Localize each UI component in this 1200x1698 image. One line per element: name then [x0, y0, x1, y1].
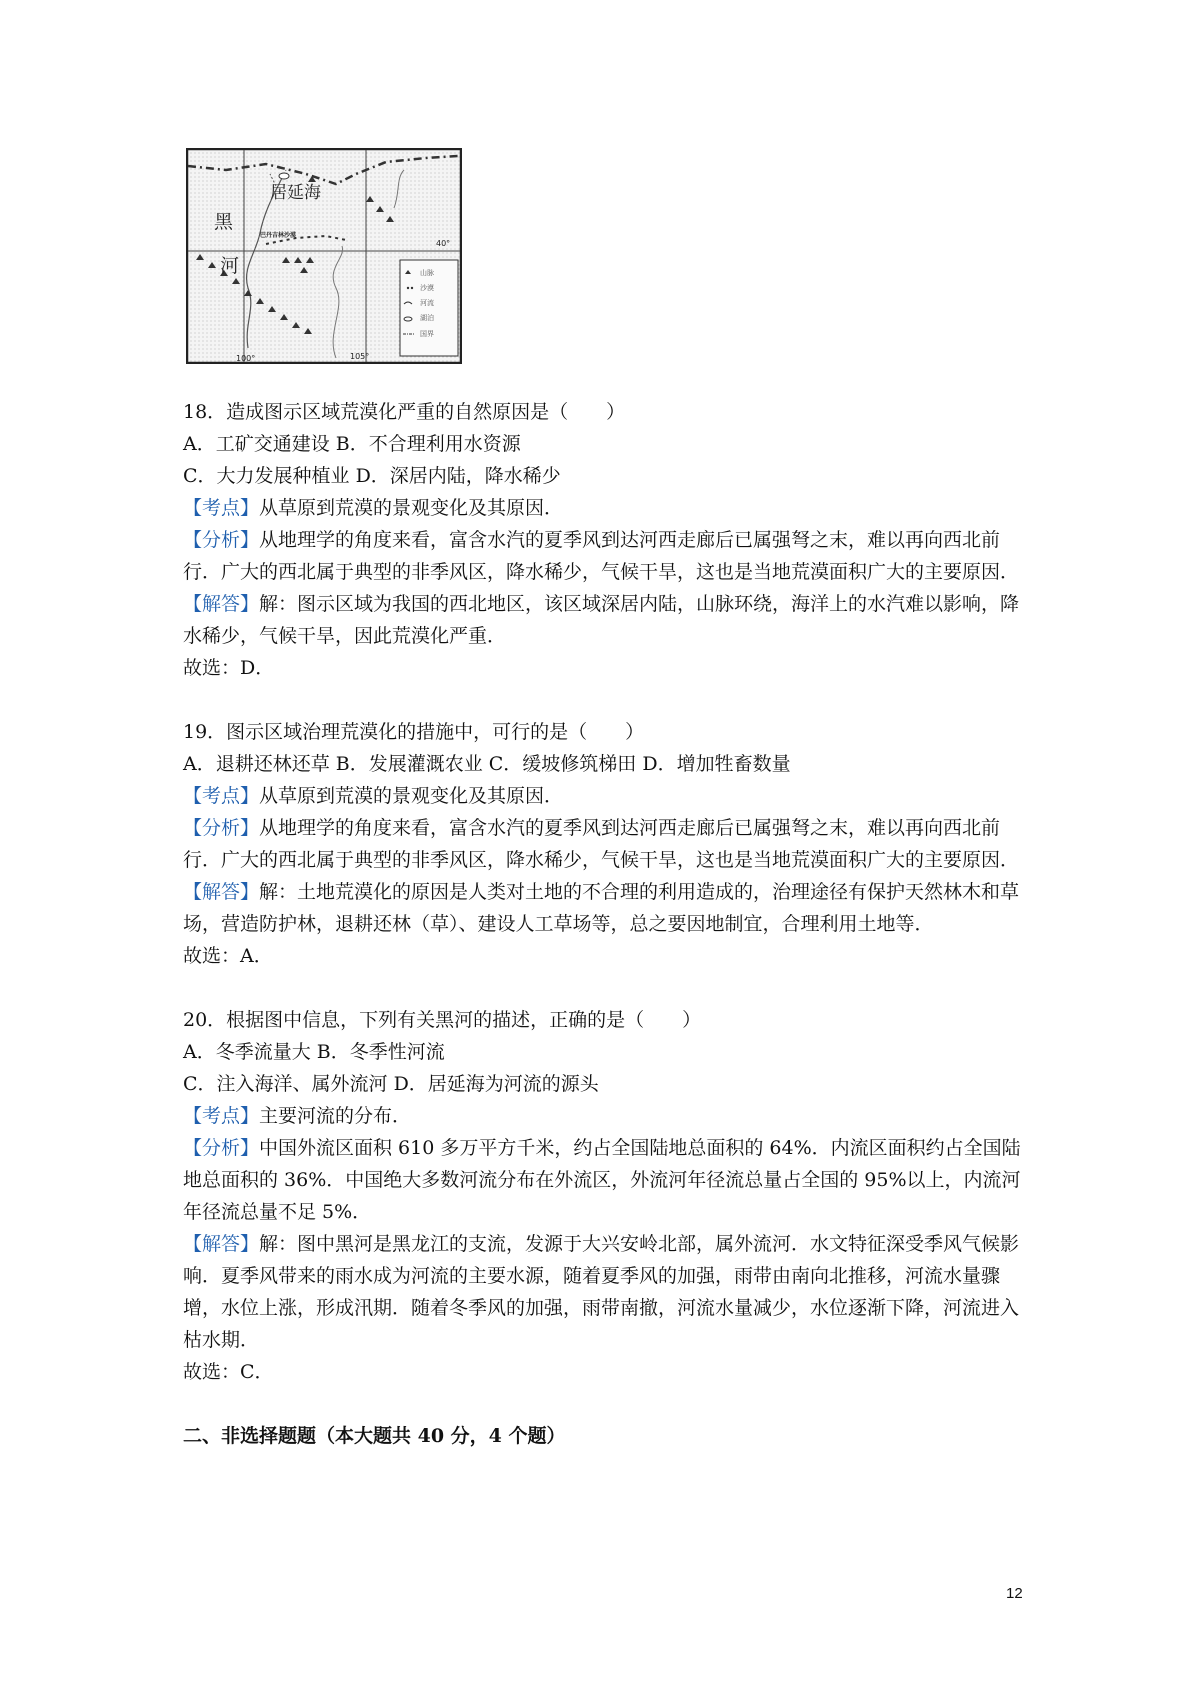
question-options: C．注入海洋、属外流河 D．居延海为河流的源头 — [183, 1073, 599, 1095]
legend-item: 国界 — [420, 330, 434, 338]
document-content — [183, 396, 1033, 1452]
kaodian-tag: 【考点】 — [183, 1105, 260, 1127]
map-label-river-2: 河 — [220, 255, 240, 277]
question-options: A．冬季流量大 B．冬季性河流 — [183, 1041, 445, 1063]
fenxi-text: 中国外流区面积 610 多万平方千米，约占全国陆地总面积的 64%．内流区面积约占全国陆地总面积的 36%．中国绝大多数河流分布在外流区，外流河年径流总量占全国的 95%以上，内流河年径流总量不足 5%． — [183, 1137, 1021, 1223]
map-label-river-1: 黑 — [214, 211, 234, 233]
legend-item: 湖泊 — [420, 314, 434, 322]
answer-text: 故选：D． — [183, 657, 275, 679]
fenxi-text: 从地理学的角度来看，富含水汽的夏季风到达河西走廊后已属强弩之末，难以再向西北前行．广大的西北属于典型的非季风区，降水稀少，气候干旱，这也是当地荒漠面积广大的主要原因． — [183, 817, 1020, 871]
map-label-lat: 40° — [436, 239, 451, 248]
region-map — [186, 148, 462, 364]
question-options: C．大力发展种植业 D．深居内陆，降水稀少 — [183, 465, 561, 487]
jieda-tag: 【解答】 — [183, 1233, 260, 1255]
map-label-lon-right: 105° — [350, 352, 370, 361]
jieda-text: 解：图示区域为我国的西北地区，该区域深居内陆，山脉环绕，海洋上的水汽难以影响，降水稀少，气候干旱，因此荒漠化严重． — [183, 593, 1020, 647]
question-options: A．退耕还林还草 B．发展灌溉农业 C．缓坡修筑梯田 D．增加牲畜数量 — [183, 753, 791, 775]
question-stem: 19．图示区域治理荒漠化的措施中，可行的是（ ） — [183, 721, 645, 743]
fenxi-tag: 【分析】 — [183, 529, 260, 551]
lake-juyanhai — [279, 173, 289, 179]
jieda-tag: 【解答】 — [183, 881, 260, 903]
kaodian-block — [183, 780, 1033, 812]
map-figure — [186, 148, 462, 364]
kaodian-text: 从草原到荒漠的景观变化及其原因． — [259, 785, 564, 807]
map-legend — [400, 260, 458, 356]
question-19 — [183, 716, 1033, 972]
kaodian-tag: 【考点】 — [183, 497, 260, 519]
question-18 — [183, 396, 1033, 684]
legend-item: 沙漠 — [420, 284, 434, 292]
jieda-block — [183, 588, 1033, 652]
kaodian-text: 主要河流的分布． — [259, 1105, 412, 1127]
fenxi-tag: 【分析】 — [183, 817, 260, 839]
kaodian-text: 从草原到荒漠的景观变化及其原因． — [259, 497, 564, 519]
jieda-text: 解：土地荒漠化的原因是人类对土地的不合理的利用造成的，治理途径有保护天然林木和草场，营造防护林，退耕还林（草）、建设人工草场等，总之要因地制宜，合理利用土地等． — [183, 881, 1020, 935]
section-title: 二、非选择题题（本大题共 40 分，4 个题） — [183, 1425, 566, 1447]
answer-text: 故选：A． — [183, 945, 273, 967]
legend-item: 山脉 — [420, 269, 434, 277]
kaodian-block — [183, 1100, 1033, 1132]
question-options: A．工矿交通建设 B．不合理利用水资源 — [183, 433, 521, 455]
fenxi-block — [183, 524, 1033, 588]
map-label-desert: 巴丹吉林沙漠 — [260, 232, 297, 239]
map-label-lake: 居延海 — [270, 183, 321, 203]
page-number: 12 — [1006, 1585, 1023, 1602]
jieda-block — [183, 876, 1033, 940]
question-stem: 18．造成图示区域荒漠化严重的自然原因是（ ） — [183, 401, 626, 423]
fenxi-tag: 【分析】 — [183, 1137, 260, 1159]
answer-text: 故选：C． — [183, 1361, 274, 1383]
jieda-tag: 【解答】 — [183, 593, 260, 615]
kaodian-block — [183, 492, 1033, 524]
map-label-lon-left: 100° — [236, 354, 256, 363]
jieda-block — [183, 1228, 1033, 1356]
jieda-text: 解：图中黑河是黑龙江的支流，发源于大兴安岭北部，属外流河．水文特征深受季风气候影响．夏季风带来的雨水成为河流的主要水源，随着夏季风的加强，雨带由南向北推移，河流水量骤增，水位上涨，形成汛期．随着冬季风的加强，雨带南撤，河流水量减少，水位逐渐下降，河流进入枯水期． — [183, 1233, 1020, 1351]
kaodian-tag: 【考点】 — [183, 785, 260, 807]
fenxi-text: 从地理学的角度来看，富含水汽的夏季风到达河西走廊后已属强弩之末，难以再向西北前行．广大的西北属于典型的非季风区，降水稀少，气候干旱，这也是当地荒漠面积广大的主要原因． — [183, 529, 1020, 583]
fenxi-block — [183, 812, 1033, 876]
question-stem: 20．根据图中信息，下列有关黑河的描述，正确的是（ ） — [183, 1009, 702, 1031]
question-20 — [183, 1004, 1033, 1388]
legend-item: 河流 — [420, 299, 434, 307]
fenxi-block — [183, 1132, 1033, 1228]
